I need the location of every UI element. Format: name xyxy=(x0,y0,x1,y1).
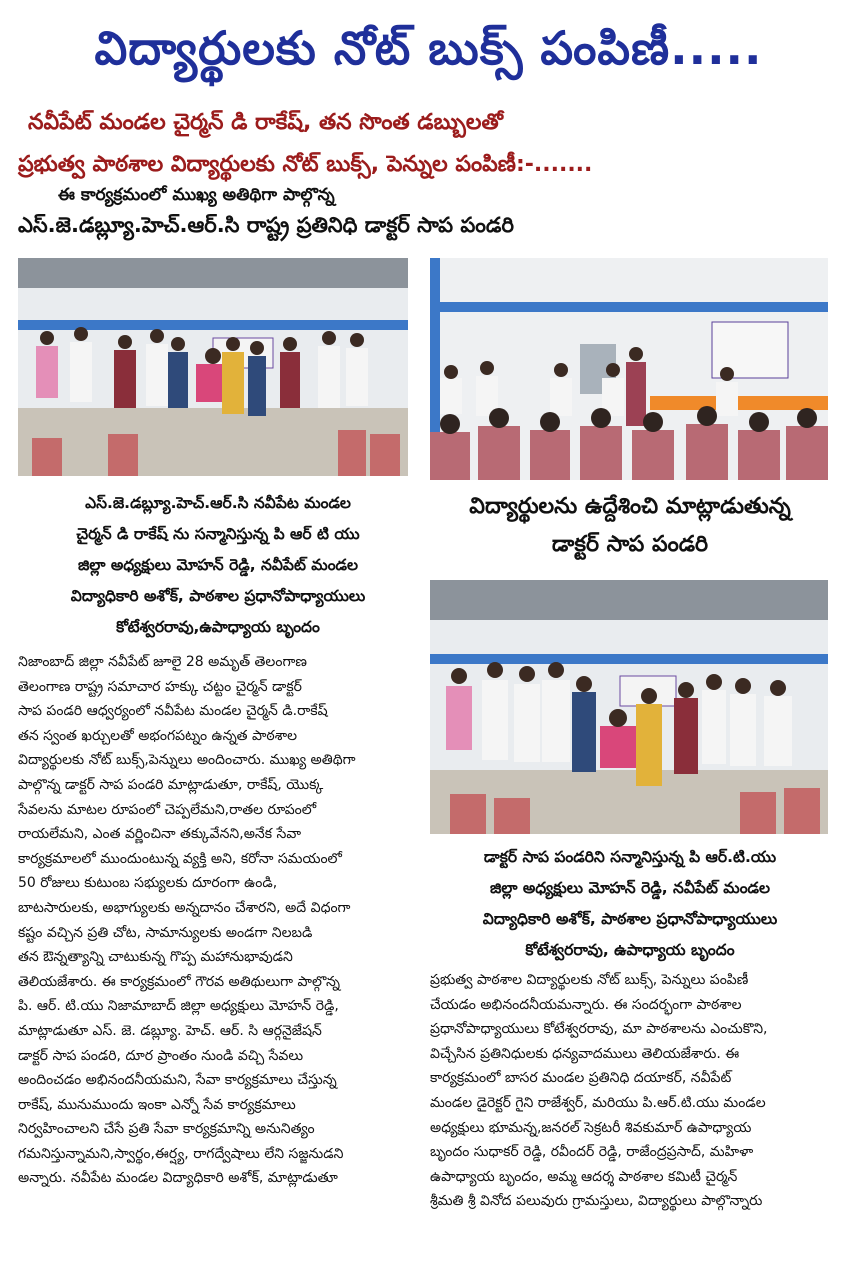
caption-line: డాక్టర్ సాప పండరి xyxy=(551,532,709,557)
article-line: డాక్టర్ సాప పండరి, దూర ప్రాంతం నుండి వచ్చి సేవలు xyxy=(18,1047,304,1064)
article-line: తన స్వంత ఖర్చులతో అభంగపట్నం ఉన్నత పాఠశాల xyxy=(18,727,298,744)
article-line: రాయలేమని, ఎంత వర్ణించినా తక్కువేనని,అనేక సేవా xyxy=(18,826,301,843)
subheading-3: ఈ కార్యక్రమంలో ముఖ్య అతిథిగా పాల్గొన్న xyxy=(58,185,335,205)
article-line: మాట్లాడుతూ ఎస్. జె. డబ్ల్యూ. హెచ్. ఆర్. సి ఆర్గనైజేషన్ xyxy=(18,1022,322,1039)
caption-photo-3 xyxy=(432,842,828,966)
subheading-2: ప్రభుత్వ పాఠశాల విద్యార్థులకు నోట్ బుక్స్, పెన్నుల పంపిణీ:-....... xyxy=(18,152,593,177)
article-line: ఉపాధ్యాయ బృందం, అమ్మ ఆదర్శ పాఠశాల కమిటీ చైర్మన్ xyxy=(430,1168,738,1185)
article-line: రాకేష్, మునుముందు ఇంకా ఎన్నో సేవ కార్యక్రమాలు xyxy=(18,1096,296,1113)
caption-line: కోటేశ్వరరావు, ఉపాధ్యాయ బృందం xyxy=(525,941,735,959)
caption-photo-2 xyxy=(432,488,828,564)
article-line: కష్టం వచ్చిన ప్రతి చోట, సామాన్యులకు అండగా నిలబడి xyxy=(18,924,313,941)
caption-line: జిల్లా అధ్యక్షులు మోహన్ రెడ్డి, నవీపేట్ మండల xyxy=(77,556,359,574)
article-line: మండల డైరెక్టర్ గైని రాజేశ్వర్, మరియు పి.ఆర్.టి.యు మండల xyxy=(430,1094,766,1111)
article-line: తెలియజేశారు. ఈ కార్యక్రమంలో గౌరవ అతిథులుగా పాల్గొన్న xyxy=(18,973,340,990)
headline: విద్యార్థులకు నోట్ బుక్స్ పంపిణీ..... xyxy=(94,21,763,75)
felicitation-photo-1 xyxy=(18,258,408,476)
article-column-1 xyxy=(18,650,414,1191)
article-line: నిజాంబాద్ జిల్లా నవీపేట్ జూలై 28 అమృత్ తెలంగాణ xyxy=(18,654,307,670)
article-line: విచ్చేసిన ప్రతినిధులకు ధన్యవాదములు తెలియజేశారు. ఈ xyxy=(430,1045,740,1062)
felicitation-photo-2 xyxy=(430,580,828,834)
article-line: తన ఔన్నత్యాన్ని చాటుకున్న గొప్ప మహానుభావుడని xyxy=(18,949,293,966)
article-line: పాల్గొన్న డాక్టర్ సాప పండరి మాట్లాడుతూ, రాకేష్, యొక్క xyxy=(18,776,324,793)
subheading-4: ఎస్.జె.డబ్ల్యూ.హెచ్.ఆర్.సి రాష్ట్ర ప్రతినిధి డాక్టర్ సాప పండరి xyxy=(18,213,514,237)
caption-line: చైర్మన్ డి రాకేష్ ను సన్మానిస్తున్న పి ఆర్ టి యు xyxy=(76,525,360,543)
caption-line: విద్యార్థులను ఉద్దేశించి మాట్లాడుతున్న xyxy=(469,494,791,519)
caption-line: ఎస్.జె.డబ్ల్యూ.హెచ్.ఆర్.సి నవీపేట మండల xyxy=(85,494,351,512)
caption-line: విద్యాధికారి అశోక్, పాఠశాల ప్రధానోపాధ్యాయులు xyxy=(482,910,778,928)
article-line: పి. ఆర్. టి.యు నిజామాబాద్ జిల్లా అధ్యక్షులు మోహన్ రెడ్డి, xyxy=(18,998,339,1015)
article-line: బృందం సుధాకర్ రెడ్డి, రవీందర్ రెడ్డి, రాజేంద్రప్రసాద్, మహిళా xyxy=(430,1144,754,1161)
article-line: విద్యార్థులకు నోట్ బుక్స్,పెన్నులు అందించారు. ముఖ్య అతిథిగా xyxy=(18,752,356,769)
article-column-2 xyxy=(430,968,828,1214)
caption-line: కోటేశ్వరరావు,ఉపాధ్యాయ బృందం xyxy=(116,618,320,636)
article-line: బాటసారులకు, అభాగ్యులకు అన్నదానం చేశారని, అదే విధంగా xyxy=(18,899,351,916)
caption-photo-1 xyxy=(22,488,414,643)
article-line: 50 రోజులు కుటుంబ సభ్యులకు దూరంగా ఉండి, xyxy=(18,875,278,892)
article-line: చేయడం అభినందనీయమన్నారు. ఈ సందర్భంగా పాఠశాల xyxy=(430,996,742,1013)
article-line: ప్రభుత్వ పాఠశాల విద్యార్థులకు నోట్ బుక్స్, పెన్నులు పంపిణీ xyxy=(430,972,749,988)
article-line: అన్నారు. నవీపేట మండల విద్యాధికారి అశోక్, మాట్లాడుతూ xyxy=(18,1170,338,1187)
speaker-photo xyxy=(430,258,828,480)
article-line: కార్యక్రమాలలో ముందుంటున్న వ్యక్తి అని, కరోనా సమయంలో xyxy=(18,850,342,867)
article-line: సాప పండరి ఆధ్వర్యంలో నవీపేట మండల చైర్మన్ డి.రాకేష్ xyxy=(18,703,328,720)
article-line: అందించడం అభినందనీయమని, సేవా కార్యక్రమాలు చేస్తున్న xyxy=(18,1072,337,1089)
article-line: శ్రీమతి శ్రీ వినోద పలువురు గ్రామస్తులు, విద్యార్థులు పాల్గొన్నారు xyxy=(430,1193,763,1210)
subheading-1: నవీపేట్ మండల చైర్మన్ డి రాకేష్, తన సొంత డబ్బులతో xyxy=(28,110,503,135)
caption-line: విద్యాధికారి అశోక్, పాఠశాల ప్రధానోపాధ్యాయులు xyxy=(70,587,366,605)
caption-line: డాక్టర్ సాప పండరిని సన్మానిస్తున్న పి ఆర్.టి.యు xyxy=(483,848,777,866)
article-line: కార్యక్రమంలో బాసర మండల ప్రతినిధి దయాకర్, నవీపేట్ xyxy=(430,1070,732,1087)
article-line: సేవలను మాటల రూపంలో చెప్పలేమని,రాతల రూపంలో xyxy=(18,801,317,818)
article-line: తెలంగాణ రాష్ట్ర సమాచార హక్కు చట్టం చైర్మన్ డాక్టర్ xyxy=(18,678,302,695)
article-line: అధ్యక్షులు భూమన్న,జనరల్ సెక్రటరీ శివకుమార్ ఉపాధ్యాయ xyxy=(430,1119,752,1136)
article-line: ప్రధానోపాధ్యాయులు కోటేశ్వరరావు, మా పాఠశాలను ఎంచుకొని, xyxy=(430,1021,768,1038)
article-line: గమనిస్తున్నామని,స్వార్థం,ఈర్ష్య, రాగద్వేషాలు లేని సజ్జనుడని xyxy=(18,1145,344,1162)
article-line: నిర్వహించాలని చేసే ప్రతి సేవా కార్యక్రమాన్ని అనునిత్యం xyxy=(18,1121,315,1138)
caption-line: జిల్లా అధ్యక్షులు మోహన్ రెడ్డి, నవీపేట్ మండల xyxy=(489,879,771,897)
